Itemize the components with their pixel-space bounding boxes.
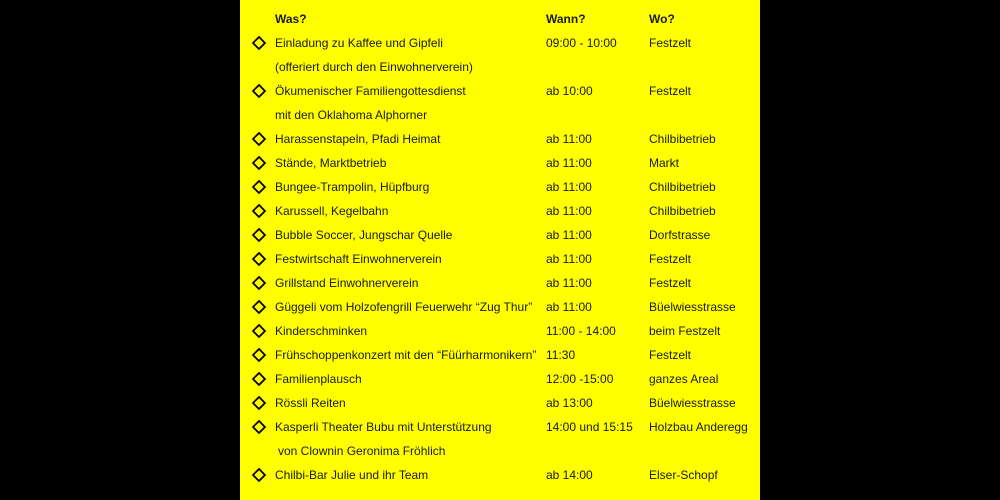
event-row (240, 224, 760, 246)
event-was: Einladung zu Kaffee und Gipfeli (275, 36, 443, 50)
event-wann: ab 11:00 (546, 180, 592, 194)
diamond-icon (252, 420, 266, 434)
event-wo: Festzelt (649, 84, 692, 98)
event-wo: Chilbibetrieb (649, 132, 716, 146)
event-wann: ab 13:00 (546, 396, 593, 410)
event-continuation: (offeriert durch den Einwohnerverein) (275, 60, 473, 74)
event-was: Bungee-Trampolin, Hüpfburg (275, 180, 430, 194)
diamond-icon (252, 300, 266, 314)
event-wann: ab 11:00 (546, 156, 592, 170)
diamond-icon (252, 84, 266, 98)
event-was: Stände, Marktbetrieb (275, 156, 387, 170)
event-row (240, 392, 760, 414)
diamond-icon (252, 468, 266, 482)
event-was: Grillstand Einwohnerverein (275, 276, 419, 290)
event-wo: Dorfstrasse (649, 228, 711, 242)
event-wann: ab 11:00 (546, 132, 592, 146)
event-row (240, 320, 760, 342)
event-wo: Büelwiesstrasse (649, 396, 736, 410)
diamond-icon (252, 228, 266, 242)
event-wann: ab 10:00 (546, 84, 593, 98)
event-wann: 11:30 (546, 348, 576, 362)
event-wann: ab 11:00 (546, 228, 592, 242)
event-wann: 14:00 und 15:15 (546, 420, 633, 434)
header-wo: Wo? (649, 12, 675, 26)
event-continuation-row (240, 104, 760, 126)
event-wo: Festzelt (649, 252, 692, 266)
event-wann: ab 11:00 (546, 252, 592, 266)
event-wann: 09:00 - 10:00 (546, 36, 617, 50)
event-row (240, 416, 760, 438)
event-wo: Büelwiesstrasse (649, 300, 736, 314)
event-wo: Festzelt (649, 36, 692, 50)
event-row (240, 32, 760, 54)
event-was: Kasperli Theater Bubu mit Unterstützung (275, 420, 492, 434)
diamond-icon (252, 324, 266, 338)
diamond-icon (252, 180, 266, 194)
diamond-icon (252, 204, 266, 218)
event-row (240, 272, 760, 294)
diamond-icon (252, 36, 266, 50)
event-wann: ab 11:00 (546, 276, 592, 290)
event-was: Karussell, Kegelbahn (275, 204, 389, 218)
event-row (240, 368, 760, 390)
event-wo: beim Festzelt (649, 324, 721, 338)
event-wann: ab 11:00 (546, 300, 592, 314)
diamond-icon (252, 372, 266, 386)
diamond-icon (252, 396, 266, 410)
event-was: Frühschoppenkonzert mit den “Füürharmonikern” (275, 348, 537, 362)
event-wann: ab 14:00 (546, 468, 593, 482)
event-row (240, 344, 760, 366)
event-continuation-row (240, 440, 760, 462)
event-was: Familienplausch (275, 372, 362, 386)
event-was: Harassenstapeln, Pfadi Heimat (275, 132, 441, 146)
diamond-icon (252, 348, 266, 362)
event-wo: Markt (649, 156, 679, 170)
event-was: Festwirtschaft Einwohnerverein (275, 252, 442, 266)
event-was: Ökumenischer Familiengottesdienst (275, 84, 466, 98)
event-continuation: von Clownin Geronima Fröhlich (278, 444, 446, 458)
event-wo: ganzes Areal (649, 372, 719, 386)
header-was: Was? (275, 12, 307, 26)
event-was: Bubble Soccer, Jungschar Quelle (275, 228, 453, 242)
event-row (240, 296, 760, 318)
event-row (240, 248, 760, 270)
event-wo: Elser-Schopf (649, 468, 718, 482)
event-wann: 12:00 -15:00 (546, 372, 614, 386)
event-wo: Festzelt (649, 276, 692, 290)
event-was: Güggeli vom Holzofengrill Feuerwehr “Zug Thur” (275, 300, 533, 314)
event-row (240, 152, 760, 174)
event-row (240, 80, 760, 102)
header-row (240, 8, 760, 30)
event-wann: 11:00 - 14:00 (546, 324, 616, 338)
event-wo: Chilbibetrieb (649, 204, 716, 218)
header-wann: Wann? (546, 12, 586, 26)
event-was: Rössli Reiten (275, 396, 346, 410)
event-row (240, 464, 760, 486)
event-was: Kinderschminken (275, 324, 368, 338)
event-wann: ab 11:00 (546, 204, 592, 218)
schedule-panel (240, 0, 760, 500)
event-row (240, 176, 760, 198)
event-continuation-row (240, 56, 760, 78)
event-was: Chilbi-Bar Julie und ihr Team (275, 468, 429, 482)
event-row (240, 200, 760, 222)
diamond-icon (252, 252, 266, 266)
diamond-icon (252, 276, 266, 290)
event-wo: Chilbibetrieb (649, 180, 716, 194)
event-wo: Holzbau Anderegg (649, 420, 748, 434)
event-row (240, 128, 760, 150)
event-wo: Festzelt (649, 348, 692, 362)
diamond-icon (252, 156, 266, 170)
diamond-icon (252, 132, 266, 146)
event-continuation: mit den Oklahoma Alphorner (275, 108, 428, 122)
